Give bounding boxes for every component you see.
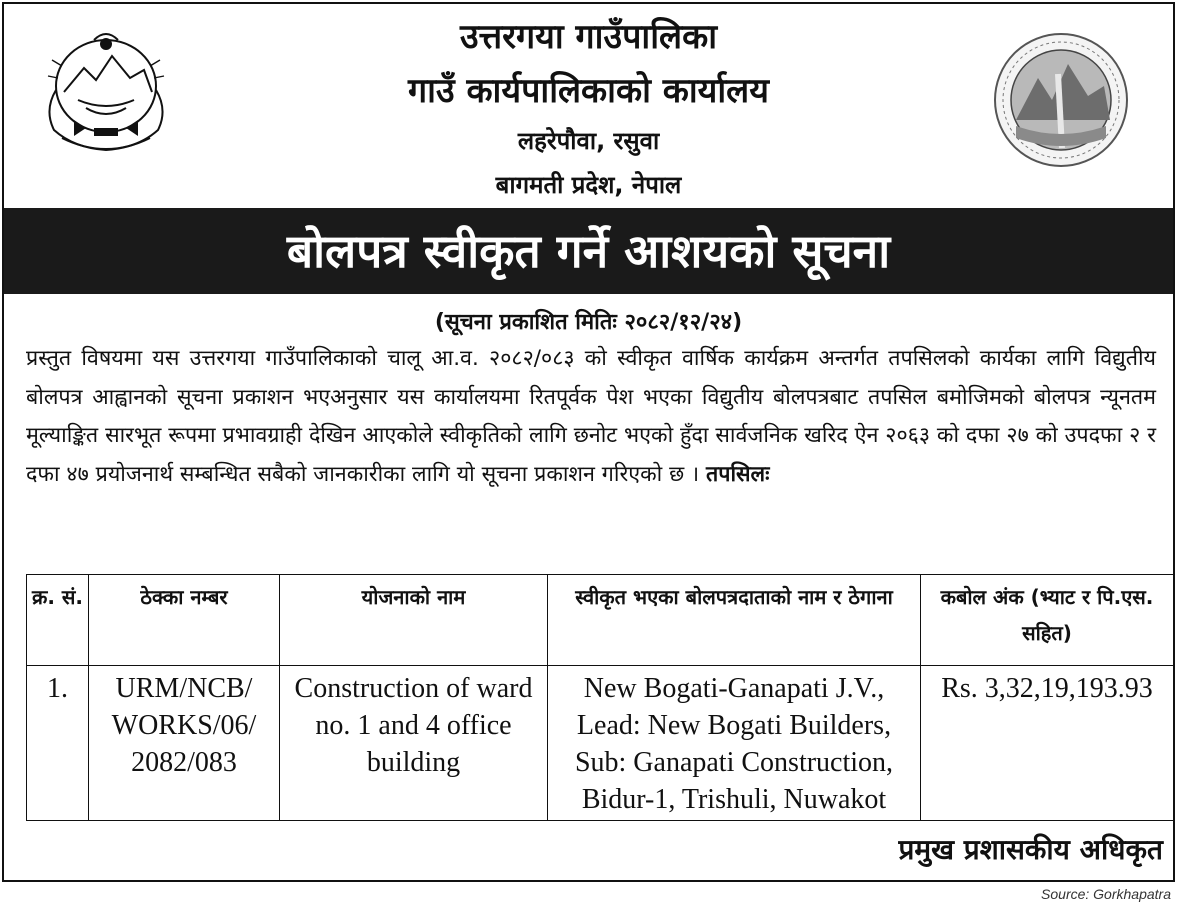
tapsil-label: तपसिलः <box>705 461 770 487</box>
office-location: लहरेपौवा, रसुवा <box>517 127 660 155</box>
municipality-seal-icon <box>986 30 1136 170</box>
cell-bidder: New Bogati-Ganapati J.V., Lead: New Bogati Builders, Sub: Ganapati Construction, Bidur-1, Trishuli, Nuwakot <box>548 666 921 821</box>
header-bidder: स्वीकृत भएका बोलपत्रदाताको नाम र ठेगाना <box>548 575 921 666</box>
office-name: गाउँ कार्यपालिकाको कार्यालय <box>408 71 769 111</box>
municipality-name: उत्तरगया गाउँपालिका <box>459 17 717 57</box>
source-credit: Source: Gorkhapatra <box>1041 886 1171 902</box>
publication-date: (सूचना प्रकाशित मितिः २०८२/१२/२४) <box>434 310 743 335</box>
notice-frame <box>2 2 1175 882</box>
table-header-row <box>27 575 1174 666</box>
header-project-name: योजनाको नाम <box>280 575 548 666</box>
province-country: बागमती प्रदेश, नेपाल <box>495 171 682 199</box>
award-table <box>26 574 1174 821</box>
cell-bid-amount: Rs. 3,32,19,193.93 <box>921 666 1174 821</box>
notice-title: बोलपत्र स्वीकृत गर्ने आशयको सूचना <box>4 208 1173 294</box>
notice-header <box>4 4 1173 206</box>
header-bid-amount: कबोल अंक (भ्याट र पि.एस. सहित) <box>921 575 1174 666</box>
header-contract-number: ठेक्का नम्बर <box>89 575 280 666</box>
header-serial: क्र. सं. <box>27 575 89 666</box>
table-row <box>27 666 1174 821</box>
notice-body-text: प्रस्तुत विषयमा यस उत्तरगया गाउँपालिकाको चालू आ.व. २०८२/०८३ को स्वीकृत वार्षिक कार्यक्रम अन्तर्गत तपसिलको कार्यका लागि विद्युतीय बोलपत्र आह्वानको सूचना प्रकाशन भएअनुसार यस कार्यालयमा रितपूर्वक पेश भएका विद्युतीय बोलपत्रबाट तपसिल बमोजिमको बोलपत्र न्यूनतम मूल्याङ्कित सारभूत रूपमा प्रभावग्राही देखिन आएकोले स्वीकृतिको लागि छनोट भएको हुँदा सार्वजनिक खरिद ऐन २०६३ को दफा २७ को उपदफा २ र दफा ४७ प्रयोजनार्थ सम्बन्धित सबैको जानकारीका लागि यो सूचना प्रकाशन गरिएको छ । <box>26 346 1156 487</box>
cell-project-name: Construction of ward no. 1 and 4 office building <box>280 666 548 821</box>
notice-body <box>26 340 1156 494</box>
cell-serial: 1. <box>27 666 89 821</box>
signatory-title: प्रमुख प्रशासकीय अधिकृत <box>898 833 1163 866</box>
cell-contract-number: URM/NCB/ WORKS/06/ 2082/083 <box>89 666 280 821</box>
